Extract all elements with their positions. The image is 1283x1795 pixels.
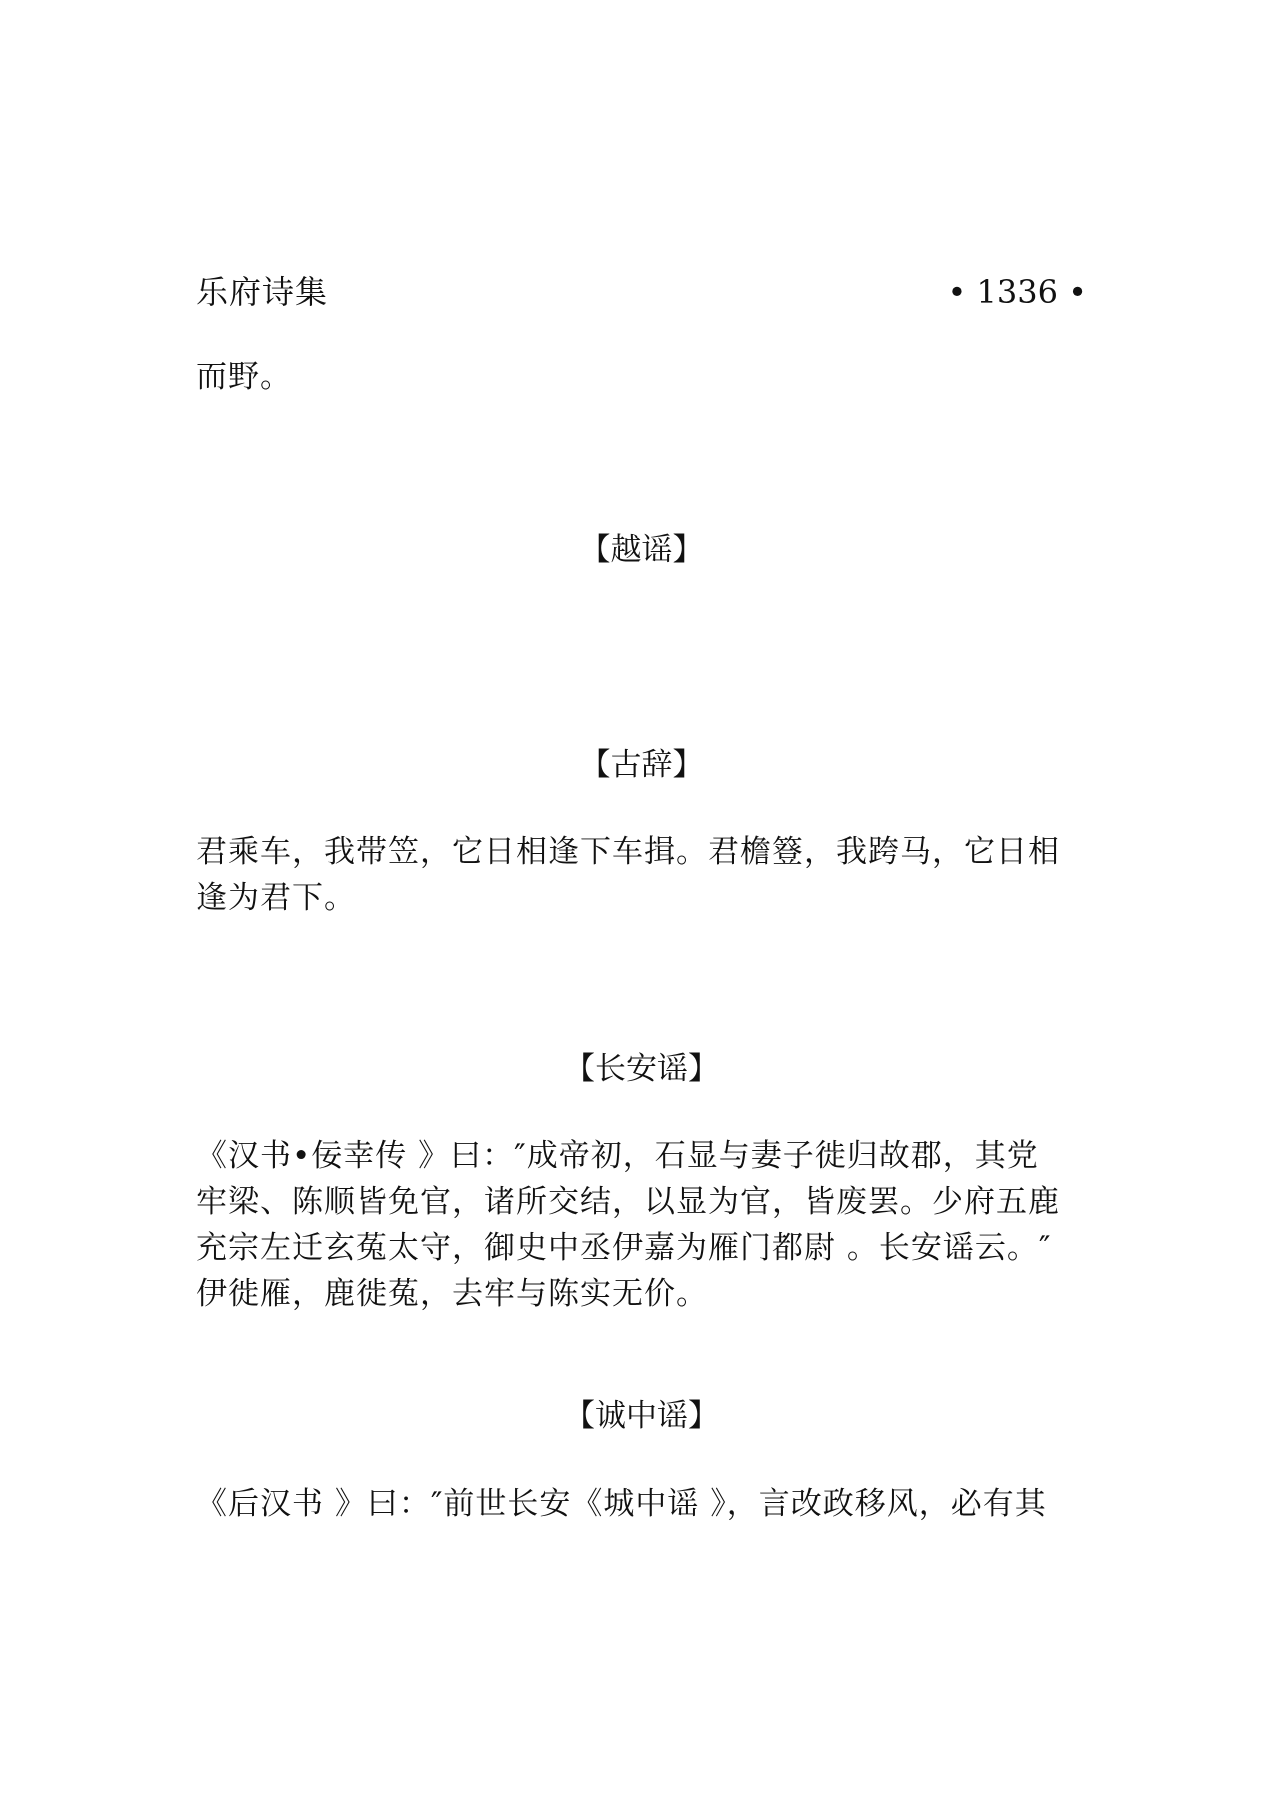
paragraph-line: 充宗左迁玄菟太守，御史中丞伊嘉为雁门都尉 。长安谣云。″ xyxy=(196,1230,1052,1266)
paragraph-line: 牢梁、陈顺皆免官，诸所交结，以显为官，皆废罢。少府五鹿 xyxy=(196,1184,1060,1220)
section-heading-gu-ci: 【古辞】 xyxy=(579,747,704,783)
paragraph-line: 《后汉书 》曰：″前世长安《城中谣 》，言改政移风，必有其 xyxy=(196,1486,1047,1522)
paragraph-line: 《汉书•佞幸传 》曰：″成帝初，石显与妻子徙归故郡，其党 xyxy=(196,1138,1039,1174)
section-heading-changan-yao: 【长安谣】 xyxy=(564,1051,719,1087)
running-header-title: 乐府诗集 xyxy=(196,273,329,311)
page-number: • 1336 • xyxy=(947,273,1087,311)
paragraph-line: 伊徙雁，鹿徙菟，去牢与陈实无价。 xyxy=(196,1276,708,1312)
paragraph-line: 君乘车，我带笠，它日相逢下车揖。君檐簦，我跨马，它日相 xyxy=(196,834,1060,870)
section-heading-yue-yao: 【越谣】 xyxy=(579,532,704,568)
section-heading-chengzhong-yao: 【诚中谣】 xyxy=(564,1398,719,1434)
paragraph-line: 逢为君下。 xyxy=(196,880,356,916)
paragraph-line: 而野。 xyxy=(196,359,292,395)
